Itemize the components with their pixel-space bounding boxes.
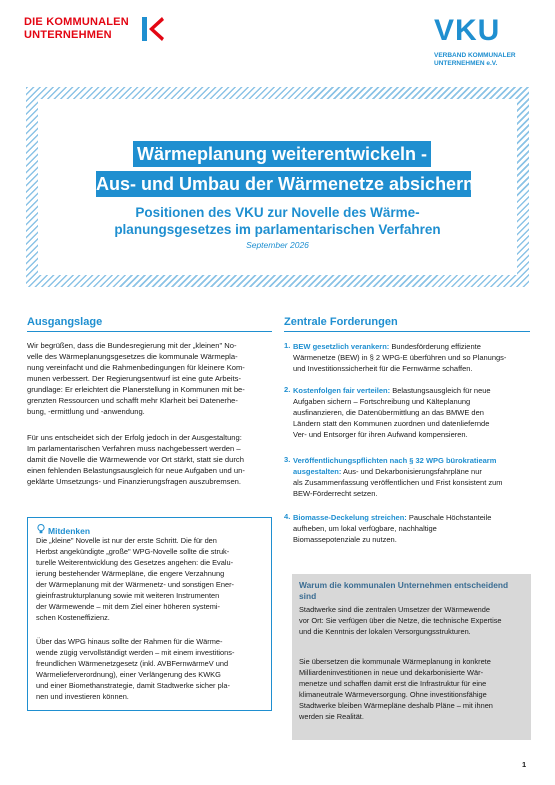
why-paragraph-2: [299, 656, 526, 722]
text-line: Im parlamentarischen Verfahren muss nachgebessert werden –: [27, 444, 241, 453]
title-panel-inner: [38, 99, 517, 275]
text-line: Über das WPG hinaus sollte der Rahmen für die Wärme-: [36, 637, 223, 646]
text-line: vor Ort: Sie verfügen über die Netze, die technische Expertise: [299, 616, 502, 625]
intro-paragraph-1: [27, 340, 272, 417]
demand-number: 2.: [284, 385, 291, 394]
title-panel: [26, 87, 529, 287]
text-line: klimaneutrale Wärmeversorgung. Ohne investitionsfähige: [299, 690, 487, 699]
text-line: geklärte Umsetzungs- und Finanzierungsfragen auszubremsen.: [27, 477, 242, 486]
text-line: Wir begrüßen, dass die Bundesregierung mit der „kleinen" No-: [27, 341, 237, 350]
demand-key: Biomasse-Deckelung streichen:: [293, 513, 407, 522]
text-line: Belastungsausgleich für neue: [390, 386, 491, 395]
text-line: nung vereinfacht und die Rahmenbedingungen für kleinere Kom-: [27, 363, 245, 372]
text-line: Pauschale Höchstanteile: [406, 513, 492, 522]
mitdenken-title: Mitdenken: [48, 526, 91, 536]
text-line: und Investitionssicherheit für die Fernwärme schaffen.: [293, 364, 473, 373]
text-line: Wärmelieferverordnung), einer Verlängerung des KWKG: [36, 670, 221, 679]
page-number: 1: [522, 760, 527, 769]
text-line: damit die Novelle die Wärmewende vor Ort stärkt, statt sie durch: [27, 455, 244, 464]
text-line: Bundesförderung effiziente: [389, 342, 481, 351]
text-line: BEW-Förderrecht setzen.: [293, 489, 378, 498]
text-line: gieinfrastrukturplanung sowie mit weiteren Instrumenten: [36, 591, 220, 600]
vku-logo: [434, 16, 534, 76]
demand-key: Kostenfolgen fair verteilen:: [293, 386, 391, 395]
demand-text: [293, 512, 527, 545]
mitdenken-box: [27, 517, 272, 711]
text-line: Die „kleine" Novelle ist nur der erste Schritt. Die für den: [36, 536, 217, 545]
document-date: September 2026: [246, 240, 309, 250]
text-line: Aus- und Dekarbonisierungsfahrpläne nur: [341, 467, 482, 476]
logo-line-2: UNTERNEHMEN: [24, 29, 112, 41]
demand-key: ausgestalten:: [293, 467, 342, 476]
k-logo-icon: [142, 17, 164, 41]
text-line: ausfinanzieren, die Datenübermittlung an das BMWE den: [293, 408, 484, 417]
demand-key: BEW gesetzlich verankern:: [293, 342, 390, 351]
intro-paragraph-2: [27, 432, 272, 487]
text-line: als Zusammenfassung veröffentlichen und Frist konsistent zum: [293, 478, 503, 487]
text-line: Wärmenetze (BEW) in § 2 WPG-E überführen und so Planungs-: [293, 353, 507, 362]
text-line: sind: [299, 591, 317, 601]
text-line: Sie übersetzen die kommunale Wärmeplanung in konkrete: [299, 657, 491, 666]
text-line: wende zügig vervollständigt werden – mit einem investitions-: [36, 648, 235, 657]
text-line: Ländern statt den Kommunen zuordnen und datenliefernde: [293, 419, 490, 428]
text-line: Für uns entscheidet sich der Erfolg jedoch in der Ausgestaltung:: [27, 433, 242, 442]
text-line: der Wärmeplanung mit der Wärmenetz- und sonstigen Ener-: [36, 580, 234, 589]
text-line: Stadtwerke bleiben Wärmepläne deshalb Pläne – mit ihnen: [299, 701, 493, 710]
text-line: grenzten Ressourcen und schafft mehr Klarheit bei Datenerhe-: [27, 396, 238, 405]
heading-zentrale-forderungen: Zentrale Forderungen: [284, 316, 398, 328]
text-line: grundlage: Er erleichtert die Planerstellung in Kommunen mit be-: [27, 385, 245, 394]
text-line: turelle Weiterentwicklung des Gesetzes angehen: die Evalu-: [36, 558, 234, 567]
text-line: Biomassepotenziale zu nutzen.: [293, 535, 397, 544]
text-line: Herbst angekündigte „große" WPG-Novelle sollte die struk-: [36, 547, 230, 556]
text-line: bung, -ermittlung und -anwendung.: [27, 407, 145, 416]
text-line: nen und investieren können.: [36, 692, 129, 701]
vku-wordmark: VKU: [434, 14, 501, 47]
demand-number: 1.: [284, 341, 291, 350]
text-line: Stadtwerke sind die zentralen Umsetzer der Wärmewende: [299, 605, 491, 614]
text-line: Warum die kommunalen Unternehmen entscheidend: [299, 580, 509, 590]
mitdenken-paragraph-2: [36, 636, 264, 702]
vku-subline-2: UNTERNEHMEN e.V.: [434, 60, 498, 67]
text-line: der Wärmewende – mit dem Ziel einer höheren systemi-: [36, 602, 221, 611]
subtitle-line-2: planungsgesetzes im parlamentarischen Verfahren: [114, 222, 441, 237]
text-line: ierung bestehender Wärmepläne, die engere Verzahnung: [36, 569, 225, 578]
text-line: freundlichen Wärmenetzgesetz (inkl. AVBFernwärmeV und: [36, 659, 229, 668]
text-line: Milliardeninvestitionen in neue und dekarbonisierte Wär-: [299, 668, 484, 677]
text-line: Aufgaben sichern – Fortschreibung und Kälteplanung: [293, 397, 471, 406]
why-paragraph-1: [299, 604, 526, 637]
demand-number: 3.: [284, 455, 291, 464]
mitdenken-paragraph-1: [36, 535, 264, 623]
text-line: schen Kosteneffizienz.: [36, 613, 110, 622]
text-line: einen fehlenden Belastungsausgleich für neue Aufgaben und un-: [27, 466, 245, 475]
heading-rule-right: [284, 331, 530, 332]
text-line: und die Kenntnis der lokalen Versorgungsstrukturen.: [299, 627, 471, 636]
heading-rule-left: [27, 331, 272, 332]
text-line: werden sie Realität.: [299, 712, 364, 721]
heading-ausgangslage: Ausgangslage: [27, 316, 103, 328]
why-municipal-box: [292, 574, 531, 740]
text-line: aufheben, um lokal verfügbare, nachhaltige: [293, 524, 437, 533]
why-box-title: [299, 580, 527, 602]
title-line-1: Wärmeplanung weiterentwickeln -: [133, 141, 431, 167]
vku-subline: [434, 52, 516, 68]
text-line: munen verbessert. Der Regierungsentwurf ist eine gute Arbeits-: [27, 374, 241, 383]
logo-line-1: DIE KOMMUNALEN: [24, 16, 129, 28]
text-line: Ver- und Entsorger für ihren Aufwand kompensieren.: [293, 430, 468, 439]
text-line: und einer Biomethanstrategie, damit Stadtwerke sicher pla-: [36, 681, 230, 690]
demand-text: [293, 341, 527, 374]
title-line-2: Aus- und Umbau der Wärmenetze absichern: [96, 171, 471, 197]
demand-key: Veröffentlichungspflichten nach § 32 WPG bürokratiearm: [293, 456, 497, 465]
text-line: velle des Wärmeplanungsgesetzes die kommunale Wärmepla-: [27, 352, 238, 361]
vku-subline-1: VERBAND KOMMUNALER: [434, 52, 516, 59]
kommunalen-unternehmen-logo: [24, 16, 174, 46]
subtitle-line-1: Positionen des VKU zur Novelle des Wärme-: [135, 205, 420, 220]
demand-text: [293, 385, 527, 440]
demand-text: [293, 455, 527, 499]
text-line: menetze und schaffen damit erst die Infrastruktur für eine: [299, 679, 487, 688]
demand-number: 4.: [284, 512, 291, 521]
